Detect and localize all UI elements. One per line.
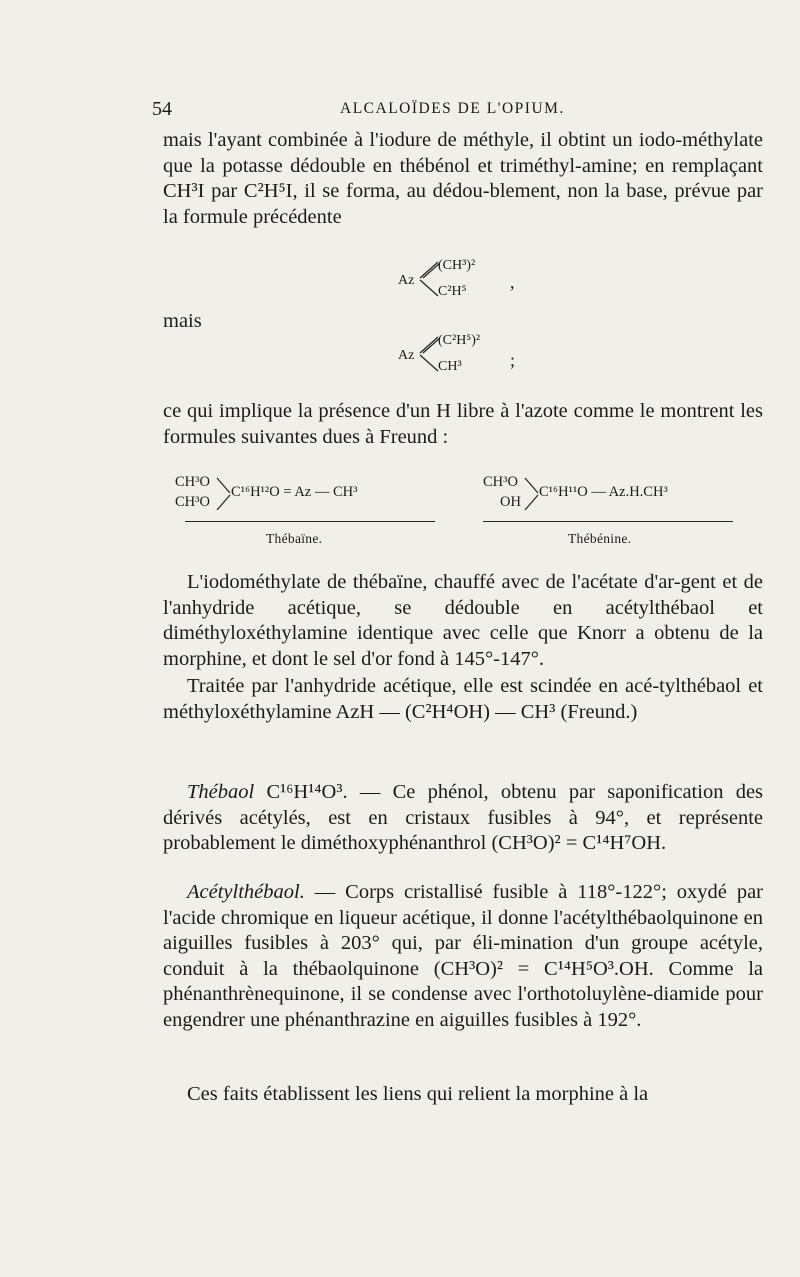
thebenine-caption: Thébénine. xyxy=(568,531,632,546)
thebaine-line-2: CH³O xyxy=(175,494,210,510)
formula-2-top: (C²H⁵)² xyxy=(438,333,481,348)
formula-2-punct: ; xyxy=(510,350,516,370)
formula-1-top: (CH³)² xyxy=(438,258,476,273)
thebaine-rule xyxy=(185,521,435,522)
formula-1-bonds xyxy=(418,258,440,298)
formula-2-az: Az xyxy=(398,348,415,363)
paragraph-3: L'iodométhylate de thébaïne, chauffé avec de l'acétate d'ar-gent et de l'anhydride acétique, se dédouble en acétylthébaol et diméthyloxéthylamine identique avec celle que Knorr a obtenu de la morphine, et dont le sel d'or fond à 145°-147°. xyxy=(163,571,763,670)
paragraph-2: ce qui implique la présence d'un H libre à l'azote comme le montrent les formules suivantes dues à Freund : xyxy=(163,400,763,448)
formula-2-bonds xyxy=(418,333,440,373)
thebaine-caption: Thébaïne. xyxy=(266,531,323,546)
thebenine-rest: C¹⁶H¹¹O — Az.H.CH³ xyxy=(539,484,668,500)
thebenine-bonds xyxy=(524,476,540,512)
paragraph-thebaol xyxy=(163,780,763,857)
page-number: 54 xyxy=(152,98,172,120)
formula-2-bottom: CH³ xyxy=(438,359,462,374)
paragraph-7: Ces faits établissent les liens qui relient la morphine à la xyxy=(187,1083,649,1105)
thebaine-rest: C¹⁶H¹²O = Az — CH³ xyxy=(231,484,358,500)
mais-label: mais xyxy=(163,310,202,332)
thebenine-rule xyxy=(483,521,733,522)
thebaine-bonds xyxy=(216,476,232,512)
paragraph-4: Traitée par l'anhydride acétique, elle est scindée en acé-tylthébaol et méthyloxéthylamine AzH — (C²H⁴OH) — CH³ (Freund.) xyxy=(163,675,763,723)
formula-1-punct: , xyxy=(510,272,515,292)
thebaine-line-1: CH³O xyxy=(175,474,210,490)
thebenine-line-1: CH³O xyxy=(483,474,518,490)
thebaol-title: Thébaol xyxy=(187,781,255,803)
acetylthebaol-title: Acétylthébaol. xyxy=(187,881,305,903)
paragraph-acetylthebaol xyxy=(163,880,763,1033)
thebaol-text: — Ce phénol, obtenu par saponification des dérivés acétylés, est en cristaux fusibles à 94°, et représente probablement le diméthoxyphénanthrol (CH³O)² = C¹⁴H⁷OH. xyxy=(163,781,764,854)
acetylthebaol-text: — Corps cristallisé fusible à 118°-122°; oxydé par l'acide chromique en liqueur acétique, il donne l'acétylthébaolquinone en aiguilles fusibles à 203° qui, par éli-mination d'un groupe acétyle, conduit à la thébaolquinone (CH³O)² = C¹⁴H⁵O³.OH. Comme la phénanthrènequinone, il se condense avec l'orthotoluylène-diamide pour engendrer une phénanthrazine en aiguilles fusibles à 192°. xyxy=(163,881,763,1031)
formula-1-az: Az xyxy=(398,273,415,288)
formula-1-bottom: C²H⁵ xyxy=(438,284,467,299)
thebenine-line-2: OH xyxy=(500,494,521,510)
running-title: ALCALOÏDES DE L'OPIUM. xyxy=(340,100,565,117)
paragraph-1: mais l'ayant combinée à l'iodure de méthyle, il obtint un iodo-méthylate que la potasse dédouble en thébénol et triméthyl-amine; en remplaçant CH³I par C²H⁵I, il se forma, au dédou-blement, non la base, prévue par la formule précédente xyxy=(163,129,763,228)
thebaol-formula: C¹⁶H¹⁴O³. xyxy=(266,781,348,803)
page-header xyxy=(0,98,800,124)
